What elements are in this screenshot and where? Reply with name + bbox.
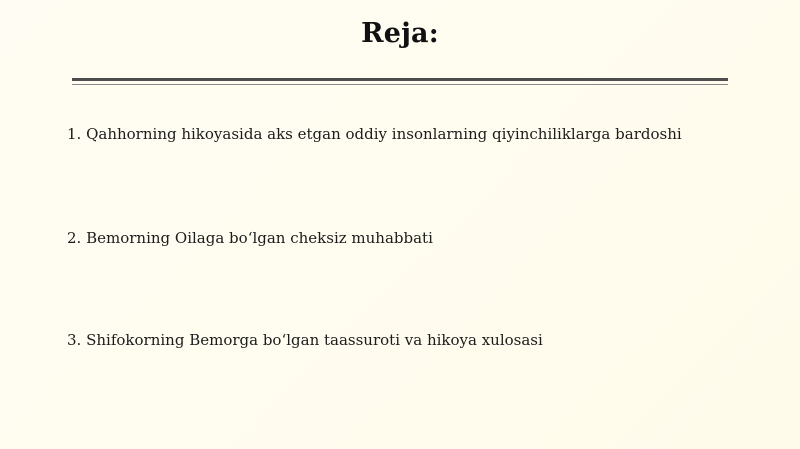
slide-title: Reja: xyxy=(361,18,439,49)
title-divider-thick xyxy=(72,78,728,81)
plan-item-text: Qahhorning hikoyasida aks etgan oddiy insonlarning qiyinchiliklarga bardoshi xyxy=(86,125,682,143)
plan-item-number: 2. xyxy=(67,229,82,247)
title-divider-thin xyxy=(72,84,728,85)
plan-item-2 xyxy=(67,229,433,247)
plan-item-number: 3. xyxy=(67,331,82,349)
plan-item-1 xyxy=(67,125,682,143)
plan-item-text: Shifokorning Bemorga bo‘lgan taassuroti va hikoya xulosasi xyxy=(86,331,543,349)
plan-item-text: Bemorning Oilaga bo‘lgan cheksiz muhabbati xyxy=(86,229,433,247)
plan-item-number: 1. xyxy=(67,125,82,143)
plan-item-3 xyxy=(67,331,543,349)
